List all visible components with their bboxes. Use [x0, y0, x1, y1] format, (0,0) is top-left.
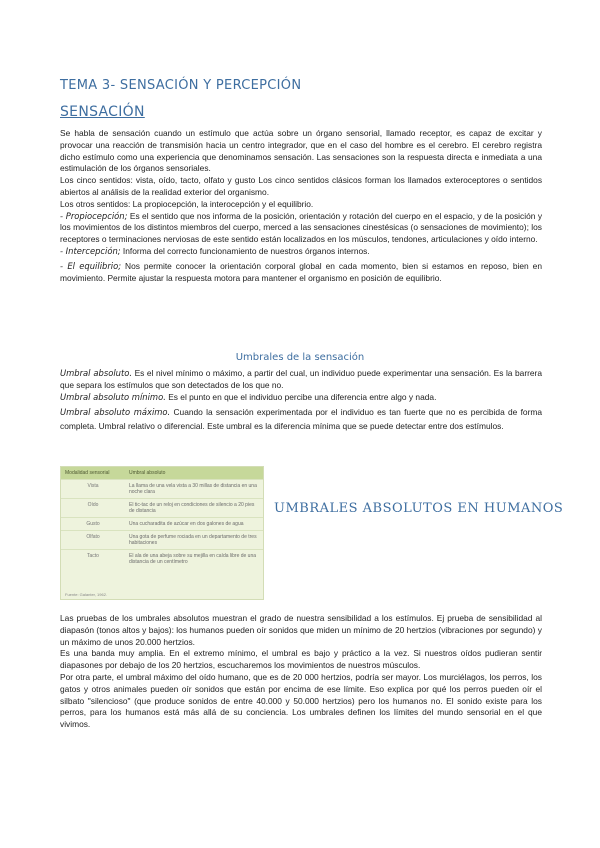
table-row	[61, 550, 263, 569]
cinco-sentidos-text: vista, oído, tacto, olfato y gusto Los cinco sentidos clásicos forman los llamados exteroceptores o sentidos abiertos al análisis de la realidad exterior del organismo.	[60, 175, 543, 197]
table-row	[61, 518, 263, 531]
table-row	[61, 499, 263, 518]
umbral-minimo-text: Es el punto en que el individuo percibe una diferencia entre algo y nada.	[165, 391, 437, 402]
table-row	[61, 480, 263, 499]
closing-paragraph-1: Las pruebas de los umbrales absolutos muestran el grado de nuestra sensibilidad a los estímulos. Ej prueba de sensibilidad al diapasón (tonos altos y bajos): los humanos pueden oír sonidos que miden un mínimo de 20 hertzios (vibraciones por segundo) y un máximo de unos 20.000 hertzios.	[60, 613, 542, 647]
umbrales-humanos-heading: UMBRALES ABSOLUTOS EN HUMANOS	[274, 501, 564, 516]
section-title-sensacion: SENSACIÓN	[60, 104, 145, 120]
umbral-absoluto-paragraph	[60, 368, 542, 392]
table-caption: Fuente: Galanter, 1962.	[65, 592, 108, 597]
propiocepcion-text: Es el sentido que nos informa de la posición, orientación y rotación del cuerpo en el espacio, y de la posición y los movimientos de los distintos miembros del cuerpo, merced a las sensaciones cinestésicas (o sensaciones de movimiento); los receptores o terminaciones nerviosas de este sentido están localizados en los músculos, tendones, articulaciones y oído interno.	[60, 210, 543, 245]
equilibrio-paragraph	[60, 261, 542, 285]
intro-block	[60, 128, 542, 284]
otros-sentidos-text: La propiocepción, la interocepción y el equilibrio.	[130, 198, 314, 209]
otros-sentidos-label: Los otros sentidos:	[60, 198, 131, 209]
interocepcion-text: Informa del correcto funcionamiento de nuestros órganos internos.	[120, 245, 370, 256]
umbral-absoluto-text: Es el nivel mínimo o máximo, a partir del cual, un individuo puede experimentar una sensación. Es la barrera que separa los estímulos que son detectados de los que no.	[60, 368, 542, 390]
table-cell-sense: Gusto	[61, 518, 125, 531]
closing-paragraph-2: Es una banda muy amplia. En el extremo mínimo, el umbral es bajo y práctico a la vez. Si nuestros oídos pudieran sentir diapasones por debajo de los 20 hertzios, escucharemos los movimientos de nuestros músculos.	[60, 648, 542, 671]
table-header-row	[61, 467, 263, 480]
propiocepcion-label: - Propiocepción;	[60, 210, 128, 221]
table-cell-value: Una gota de perfume rociada en un departamento de tres habitaciones	[125, 531, 263, 550]
equilibrio-label: - El equilibrio;	[60, 260, 122, 271]
intro-paragraph: Se habla de sensación cuando un estímulo que actúa sobre un órgano sensorial, llamado receptor, es capaz de excitar y provocar una reacción de transmisión hacia un centro integrador, que en el caso del hombre es el cerebro. El cerebro registra dicho estímulo como una experiencia que denominamos sensación. Las sensaciones son la respuesta directa e inmediata a una estimulación de los órganos sensoriales.	[60, 128, 542, 174]
closing-paragraph-3: Por otra parte, el umbral máximo del oído humano, que es de 20 000 hertzios, podría ser mayor. Los murciélagos, los perros, los gatos y otros animales pueden oír sonidos que están por encima de ese límite. Eso explica por qué los perros pueden oír el silbato "silencioso" (que produce sonidos de entre 40.000 y 50.000 hertzios) pero los humanos no. El sonido existe para los perros, para los humanos está más allá de su conciencia. Los umbrales definen los límites del mundo sensorial en el que vivimos.	[60, 671, 542, 730]
table-cell-value: Una cucharadita de azúcar en dos galones de agua	[125, 518, 263, 531]
closing-block	[60, 613, 542, 731]
table-cell-sense: Vista	[61, 480, 125, 499]
cinco-sentidos-label: Los cinco sentidos:	[60, 175, 133, 186]
umbrales-table	[61, 467, 263, 568]
table-cell-sense: Oído	[61, 499, 125, 518]
interocepcion-paragraph	[60, 246, 542, 258]
page-title: TEMA 3- SENSACIÓN Y PERCEPCIÓN	[60, 78, 302, 93]
equilibrio-text: Nos permite conocer la orientación corporal global en cada momento, bien si estamos en reposo, bien en movimiento. Permite ajustar la respuesta motora para mantener el organismo en posición de equilibrio.	[60, 260, 542, 283]
umbral-minimo-paragraph	[60, 392, 542, 404]
umbrales-table-image	[60, 466, 264, 600]
umbral-absoluto-label: Umbral absoluto.	[60, 368, 133, 378]
table-cell-value: La llama de una vela vista a 30 millas de distancia en una noche clara	[125, 480, 263, 499]
table-header-modalidad: Modalidad sensorial	[61, 467, 125, 480]
umbral-maximo-text: Cuando la sensación experimentada por el individuo es tan fuerte que no es percibida de forma completa. Umbral relativo o diferencial. Este umbral es la diferencia mínima que se puede detectar entre dos estímulos.	[60, 407, 543, 431]
umbrales-heading: Umbrales de la sensación	[235, 352, 365, 363]
otros-sentidos-paragraph	[60, 199, 542, 211]
table-cell-sense: Olfato	[61, 531, 125, 550]
table-row	[61, 531, 263, 550]
table-header-umbral: Umbral absoluto	[125, 467, 263, 480]
table-cell-value: El ala de una abeja sobre su mejilla en caída libre de una distancia de un centímetro	[125, 550, 263, 569]
table-cell-sense: Tacto	[61, 550, 125, 569]
umbral-minimo-label: Umbral absoluto mínimo.	[60, 391, 166, 402]
umbral-maximo-paragraph	[60, 406, 542, 433]
umbral-maximo-label: Umbral absoluto máximo.	[60, 407, 171, 418]
cinco-sentidos-paragraph	[60, 175, 542, 199]
propiocepcion-paragraph	[60, 211, 542, 246]
interocepcion-label: - Intercepción;	[60, 245, 121, 256]
table-cell-value: El tic-tac de un reloj en condiciones de silencio a 20 pies de distancia	[125, 499, 263, 518]
umbrales-block	[60, 368, 542, 433]
